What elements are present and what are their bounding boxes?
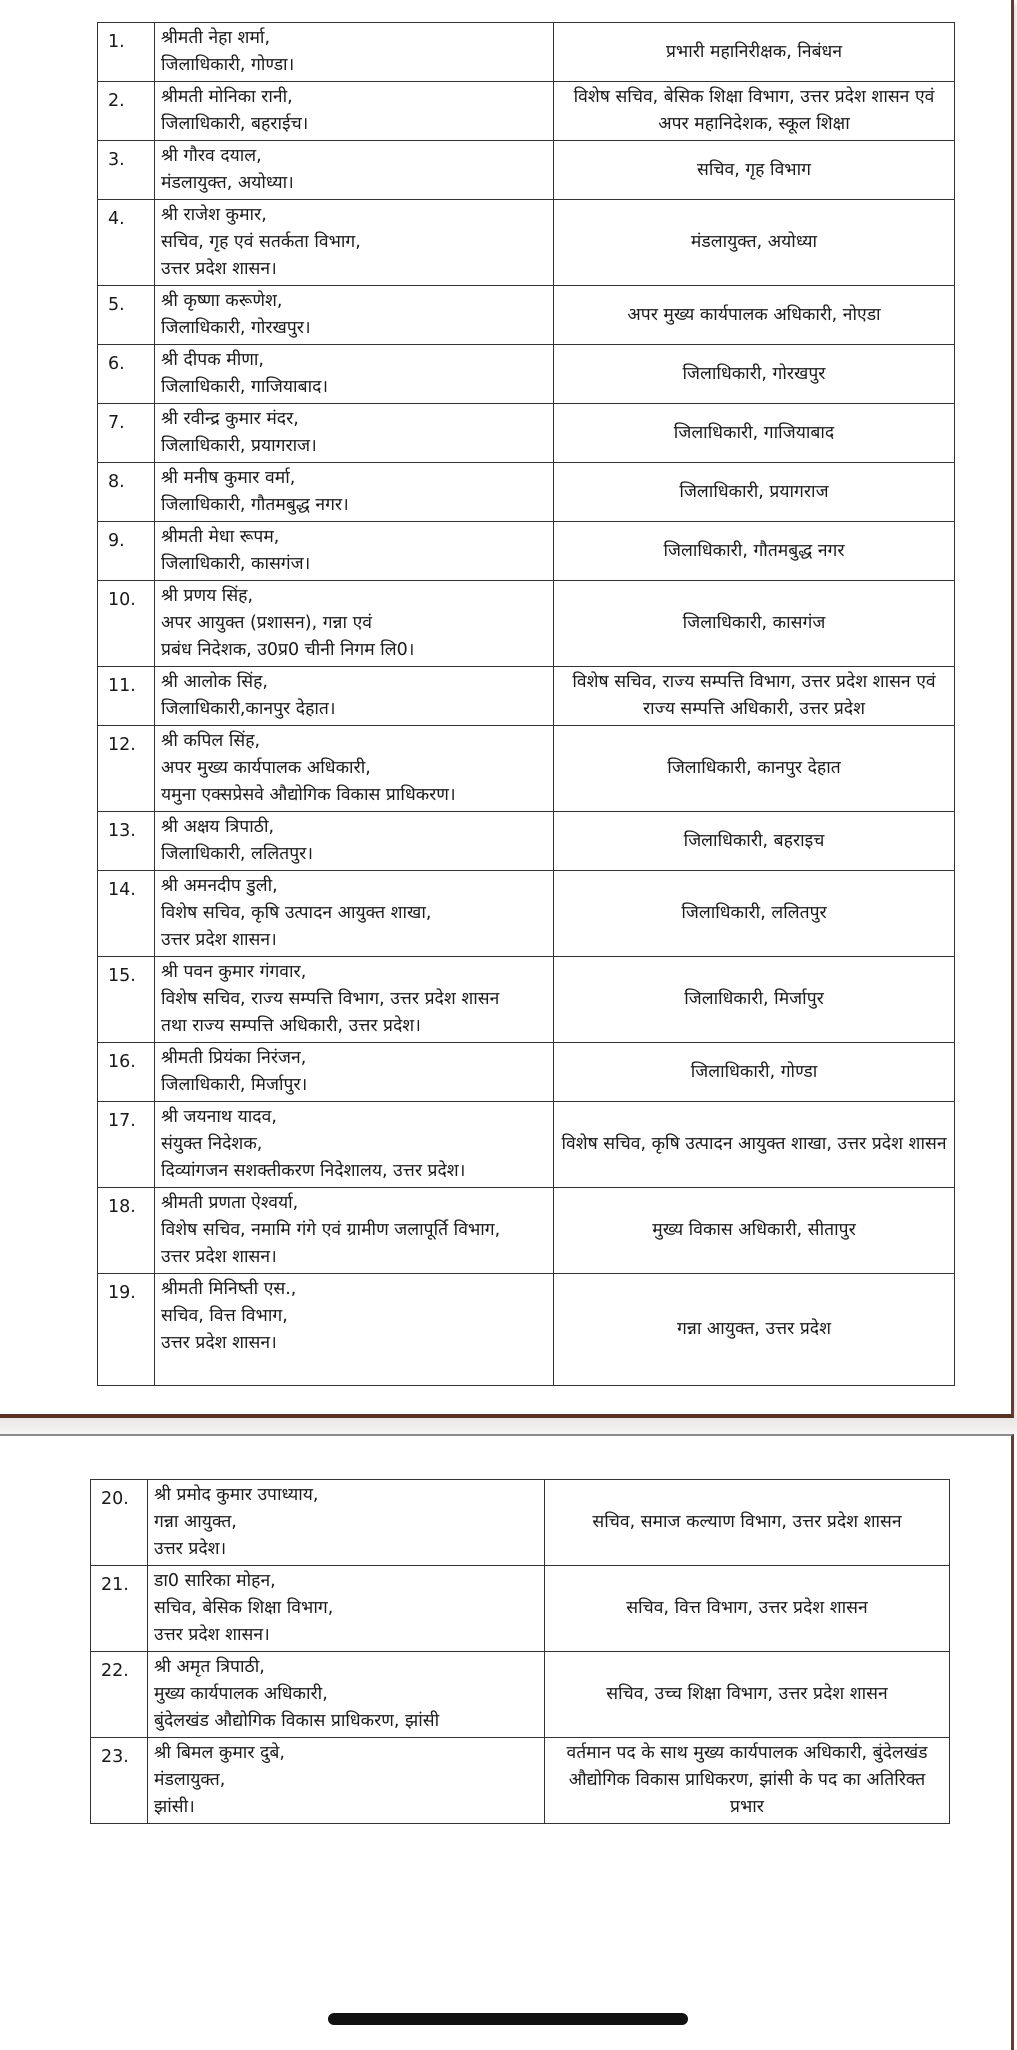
- serial-number: 5.: [98, 286, 155, 345]
- new-posting: विशेष सचिव, कृषि उत्पादन आयुक्त शाखा, उत्तर प्रदेश शासन: [554, 1102, 955, 1188]
- serial-number: 12.: [98, 726, 155, 812]
- serial-number: 1.: [98, 23, 155, 82]
- serial-number: 10.: [98, 581, 155, 667]
- document-page-2: [0, 1434, 1014, 2050]
- table-row: [98, 286, 955, 345]
- officer-line: विशेष सचिव, राज्य सम्पत्ति विभाग, उत्तर प्रदेश शासन: [161, 989, 500, 1009]
- new-posting: अपर मुख्य कार्यपालक अधिकारी, नोएडा: [554, 286, 955, 345]
- officer-details: [155, 1102, 554, 1188]
- officer-details: [155, 1274, 554, 1386]
- officer-details: [155, 871, 554, 957]
- officer-line: अपर मुख्य कार्यपालक अधिकारी,: [161, 758, 371, 778]
- officer-line: उत्तर प्रदेश शासन।: [161, 259, 277, 279]
- new-posting: जिलाधिकारी, कानपुर देहात: [554, 726, 955, 812]
- officer-line: यमुना एक्सप्रेसवे औद्योगिक विकास प्राधिकरण।: [161, 785, 456, 805]
- new-posting: जिलाधिकारी, गोरखपुर: [554, 345, 955, 404]
- officer-line: जिलाधिकारी, प्रयागराज।: [161, 436, 317, 456]
- serial-number: 16.: [98, 1043, 155, 1102]
- officer-line: श्रीमती प्रणता ऐश्वर्या,: [161, 1193, 299, 1213]
- officer-line: श्री राजेश कुमार,: [161, 205, 267, 225]
- serial-number: 4.: [98, 200, 155, 286]
- page-gap: [0, 1418, 1017, 1434]
- serial-number: 23.: [91, 1738, 148, 1824]
- officer-details: [148, 1652, 545, 1738]
- table-row: [98, 404, 955, 463]
- officer-line: मंडलायुक्त, अयोध्या।: [161, 173, 294, 193]
- officer-line: श्री गौरव दयाल,: [161, 146, 262, 166]
- officer-line: उत्तर प्रदेश शासन।: [161, 1333, 277, 1353]
- officer-line: जिलाधिकारी, गोरखपुर।: [161, 318, 311, 338]
- serial-number: 11.: [98, 667, 155, 726]
- serial-number: 13.: [98, 812, 155, 871]
- officer-details: [155, 141, 554, 200]
- table-row: [91, 1738, 950, 1824]
- officer-line: तथा राज्य सम्पत्ति अधिकारी, उत्तर प्रदेश।: [161, 1016, 421, 1036]
- table-row: [98, 522, 955, 581]
- new-posting: वर्तमान पद के साथ मुख्य कार्यपालक अधिकारी, बुंदेलखंड औद्योगिक विकास प्राधिकरण, झांसी के पद का अतिरिक्त प्रभार: [545, 1738, 950, 1824]
- officer-line: श्री अक्षय त्रिपाठी,: [161, 817, 275, 837]
- new-posting: विशेष सचिव, बेसिक शिक्षा विभाग, उत्तर प्रदेश शासन एवं अपर महानिदेशक, स्कूल शिक्षा: [554, 82, 955, 141]
- officer-line: श्री कृष्णा करूणेश,: [161, 291, 283, 311]
- officer-line: श्रीमती मिनिष्ती एस.,: [161, 1279, 297, 1299]
- officer-line: जिलाधिकारी, कासगंज।: [161, 554, 311, 574]
- officer-line: श्री प्रमोद कुमार उपाध्याय,: [154, 1485, 319, 1505]
- officer-line: डा0 सारिका मोहन,: [154, 1571, 276, 1591]
- serial-number: 18.: [98, 1188, 155, 1274]
- officer-line: उत्तर प्रदेश शासन।: [161, 1247, 277, 1267]
- officer-line: श्रीमती प्रियंका निरंजन,: [161, 1048, 307, 1068]
- serial-number: 6.: [98, 345, 155, 404]
- serial-number: 8.: [98, 463, 155, 522]
- serial-number: 21.: [91, 1566, 148, 1652]
- officer-details: [155, 957, 554, 1043]
- officer-line: विशेष सचिव, कृषि उत्पादन आयुक्त शाखा,: [161, 903, 432, 923]
- officer-line: जिलाधिकारी, गाजियाबाद।: [161, 377, 329, 397]
- new-posting: मुख्य विकास अधिकारी, सीतापुर: [554, 1188, 955, 1274]
- officer-line: सचिव, बेसिक शिक्षा विभाग,: [154, 1598, 334, 1618]
- officer-line: श्रीमती मेधा रूपम,: [161, 527, 280, 547]
- officer-details: [155, 812, 554, 871]
- serial-number: 3.: [98, 141, 155, 200]
- table-row: [98, 345, 955, 404]
- officer-line: विशेष सचिव, नमामि गंगे एवं ग्रामीण जलापूर्ति विभाग,: [161, 1220, 501, 1240]
- table-row: [98, 1043, 955, 1102]
- table-row: [98, 141, 955, 200]
- officer-line: श्री पवन कुमार गंगवार,: [161, 962, 307, 982]
- table-row: [91, 1480, 950, 1566]
- officer-details: [155, 726, 554, 812]
- officer-details: [155, 1043, 554, 1102]
- officer-line: श्री अमनदीप डुली,: [161, 876, 278, 896]
- officer-line: जिलाधिकारी, मिर्जापुर।: [161, 1075, 308, 1095]
- new-posting: सचिव, गृह विभाग: [554, 141, 955, 200]
- serial-number: 20.: [91, 1480, 148, 1566]
- table-row: [98, 1274, 955, 1386]
- table-row: [98, 463, 955, 522]
- serial-number: 7.: [98, 404, 155, 463]
- new-posting: जिलाधिकारी, कासगंज: [554, 581, 955, 667]
- officer-details: [155, 522, 554, 581]
- officer-line: जिलाधिकारी, गोण्डा।: [161, 55, 295, 75]
- officer-details: [148, 1566, 545, 1652]
- new-posting: विशेष सचिव, राज्य सम्पत्ति विभाग, उत्तर प्रदेश शासन एवं राज्य सम्पत्ति अधिकारी, उत्तर प्रदेश: [554, 667, 955, 726]
- table-row: [98, 726, 955, 812]
- officer-details: [155, 463, 554, 522]
- officer-line: झांसी।: [154, 1797, 195, 1817]
- officer-line: श्रीमती नेहा शर्मा,: [161, 28, 271, 48]
- table-row: [98, 1102, 955, 1188]
- new-posting: गन्ना आयुक्त, उत्तर प्रदेश: [554, 1274, 955, 1386]
- officer-details: [155, 345, 554, 404]
- table-row: [91, 1566, 950, 1652]
- new-posting: जिलाधिकारी, मिर्जापुर: [554, 957, 955, 1043]
- table-row: [98, 957, 955, 1043]
- officer-line: बुंदेलखंड औद्योगिक विकास प्राधिकरण, झांसी: [154, 1711, 440, 1731]
- officer-line: जिलाधिकारी, बहराईच।: [161, 114, 309, 134]
- officer-details: [148, 1738, 545, 1824]
- serial-number: 9.: [98, 522, 155, 581]
- new-posting: सचिव, समाज कल्याण विभाग, उत्तर प्रदेश शासन: [545, 1480, 950, 1566]
- serial-number: 17.: [98, 1102, 155, 1188]
- officer-line: संयुक्त निदेशक,: [161, 1134, 263, 1154]
- officer-details: [155, 581, 554, 667]
- table-row: [98, 82, 955, 141]
- new-posting: मंडलायुक्त, अयोध्या: [554, 200, 955, 286]
- officer-details: [155, 404, 554, 463]
- officer-line: श्री मनीष कुमार वर्मा,: [161, 468, 296, 488]
- officer-line: श्री जयनाथ यादव,: [161, 1107, 277, 1127]
- table-row: [98, 1188, 955, 1274]
- officer-details: [155, 82, 554, 141]
- officer-details: [155, 23, 554, 82]
- officer-line: श्री अमृत त्रिपाठी,: [154, 1657, 265, 1677]
- home-indicator-bar[interactable]: [328, 2013, 688, 2025]
- officer-line: प्रबंध निदेशक, उ0प्र0 चीनी निगम लि0।: [161, 640, 415, 660]
- transfer-table-body: [98, 23, 955, 1386]
- officer-line: श्री बिमल कुमार दुबे,: [154, 1743, 285, 1763]
- officer-details: [155, 667, 554, 726]
- officer-line: अपर आयुक्त (प्रशासन), गन्ना एवं: [161, 613, 373, 633]
- serial-number: 19.: [98, 1274, 155, 1386]
- officer-line: श्री आलोक सिंह,: [161, 672, 268, 692]
- new-posting: जिलाधिकारी, गौतमबुद्ध नगर: [554, 522, 955, 581]
- serial-number: 14.: [98, 871, 155, 957]
- officer-details: [148, 1480, 545, 1566]
- officer-line: मंडलायुक्त,: [154, 1770, 226, 1790]
- officer-line: सचिव, वित्त विभाग,: [161, 1306, 288, 1326]
- officer-line: श्री दीपक मीणा,: [161, 350, 264, 370]
- new-posting: जिलाधिकारी, ललितपुर: [554, 871, 955, 957]
- table-row: [98, 23, 955, 82]
- officer-line: श्री कपिल सिंह,: [161, 731, 261, 751]
- officer-line: श्री रवीन्द्र कुमार मंदर,: [161, 409, 299, 429]
- table-row: [98, 871, 955, 957]
- officer-line: जिलाधिकारी,कानपुर देहात।: [161, 699, 336, 719]
- new-posting: प्रभारी महानिरीक्षक, निबंधन: [554, 23, 955, 82]
- officer-details: [155, 1188, 554, 1274]
- table-row: [98, 200, 955, 286]
- new-posting: सचिव, उच्च शिक्षा विभाग, उत्तर प्रदेश शासन: [545, 1652, 950, 1738]
- officer-line: उत्तर प्रदेश शासन।: [154, 1625, 270, 1645]
- serial-number: 22.: [91, 1652, 148, 1738]
- new-posting: जिलाधिकारी, गाजियाबाद: [554, 404, 955, 463]
- serial-number: 15.: [98, 957, 155, 1043]
- new-posting: जिलाधिकारी, बहराइच: [554, 812, 955, 871]
- officer-line: जिलाधिकारी, ललितपुर।: [161, 844, 313, 864]
- serial-number: 2.: [98, 82, 155, 141]
- officer-line: श्री प्रणय सिंह,: [161, 586, 254, 606]
- officer-line: उत्तर प्रदेश शासन।: [161, 930, 277, 950]
- officer-line: उत्तर प्रदेश।: [154, 1539, 227, 1559]
- transfer-table-page-1: [97, 22, 955, 1386]
- officer-line: दिव्यांगजन सशक्तीकरण निदेशालय, उत्तर प्रदेश।: [161, 1161, 466, 1181]
- transfer-table-body: [91, 1480, 950, 1824]
- officer-details: [155, 286, 554, 345]
- table-row: [91, 1652, 950, 1738]
- table-row: [98, 812, 955, 871]
- officer-line: श्रीमती मोनिका रानी,: [161, 87, 293, 107]
- table-row: [98, 581, 955, 667]
- transfer-table-page-2: [90, 1479, 950, 1824]
- new-posting: सचिव, वित्त विभाग, उत्तर प्रदेश शासन: [545, 1566, 950, 1652]
- officer-line: सचिव, गृह एवं सतर्कता विभाग,: [161, 232, 361, 252]
- table-row: [98, 667, 955, 726]
- officer-details: [155, 200, 554, 286]
- officer-line: मुख्य कार्यपालक अधिकारी,: [154, 1684, 328, 1704]
- officer-line: जिलाधिकारी, गौतमबुद्ध नगर।: [161, 495, 349, 515]
- new-posting: जिलाधिकारी, प्रयागराज: [554, 463, 955, 522]
- officer-line: गन्ना आयुक्त,: [154, 1512, 237, 1532]
- new-posting: जिलाधिकारी, गोण्डा: [554, 1043, 955, 1102]
